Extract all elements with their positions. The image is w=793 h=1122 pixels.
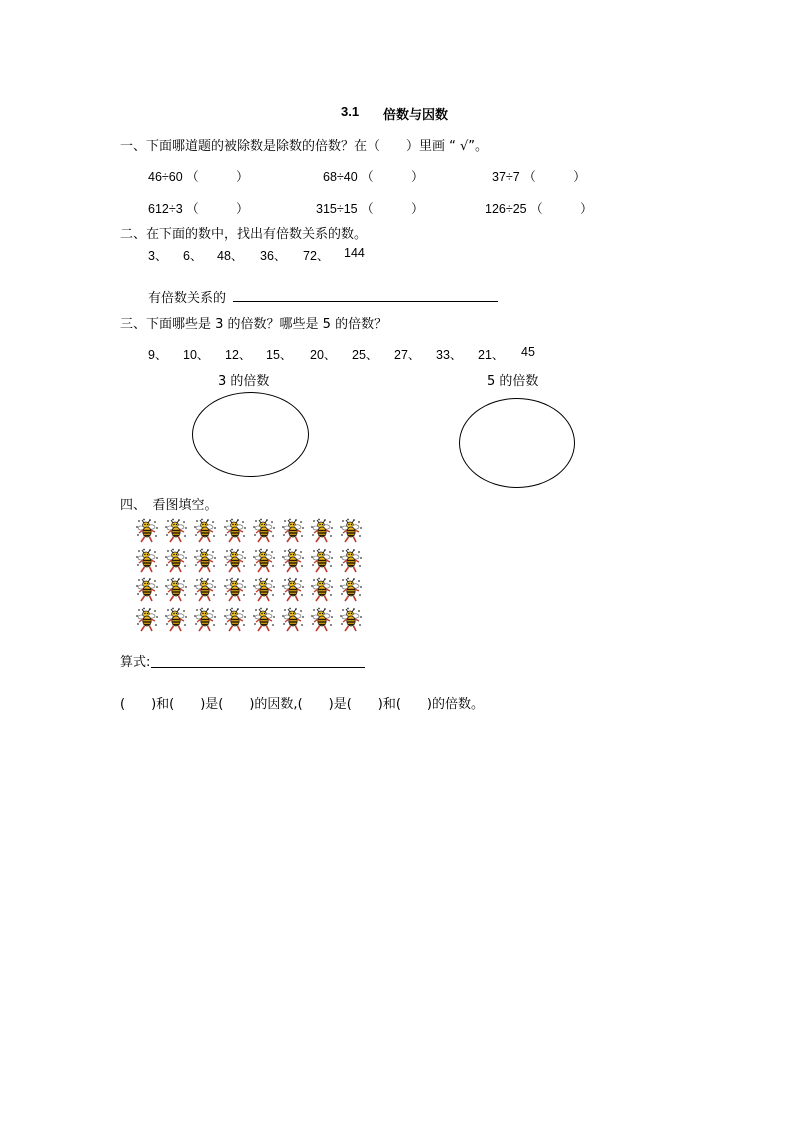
bee-icon (135, 607, 159, 633)
q3-number: 10、 (183, 348, 210, 362)
bee-icon (252, 518, 276, 544)
bee-icon (193, 518, 217, 544)
multiples-of-5-circle[interactable] (459, 398, 575, 488)
bee-icon (164, 518, 188, 544)
q1-item: 46÷60 （ ） (148, 170, 249, 184)
q2-answer-line[interactable] (233, 301, 498, 302)
q3-number: 45 (521, 345, 535, 359)
bee-icon (193, 577, 217, 603)
q1-item: 126÷25 （ ） (485, 202, 593, 216)
bee-icon (223, 577, 247, 603)
bee-icon (135, 548, 159, 574)
bee-icon (223, 518, 247, 544)
bee-icon (164, 548, 188, 574)
q3-number: 27、 (394, 348, 421, 362)
formula-label: 算式: (120, 655, 151, 670)
multiples-of-5-label: 5 的倍数 (487, 374, 539, 389)
multiples-of-3-label: 3 的倍数 (218, 374, 270, 389)
q3-number: 25、 (352, 348, 379, 362)
bee-icon (310, 607, 334, 633)
q1-heading: 一、下面哪道题的被除数是除数的倍数？在（ ）里画 “ √”。 (120, 139, 489, 154)
q2-number: 48、 (217, 249, 244, 263)
bee-icon (281, 577, 305, 603)
bee-icon (223, 548, 247, 574)
q3-heading: 三、下面哪些是 3 的倍数？哪些是 5 的倍数？ (120, 317, 388, 332)
q1-item: 37÷7 （ ） (492, 170, 586, 184)
bee-icon (164, 577, 188, 603)
q4-heading: 四、 看图填空。 (120, 498, 218, 513)
bee-icon (252, 548, 276, 574)
q1-item: 612÷3 （ ） (148, 202, 249, 216)
bee-icon (193, 548, 217, 574)
q3-number: 21、 (478, 348, 505, 362)
q1-item: 68÷40 （ ） (323, 170, 424, 184)
bee-icon (281, 548, 305, 574)
q2-heading: 二、在下面的数中，找出有倍数关系的数。 (120, 227, 368, 242)
bee-icon (339, 518, 363, 544)
q2-number: 144 (344, 246, 365, 260)
q2-number: 3、 (148, 249, 168, 263)
bee-icon (281, 607, 305, 633)
bee-icon (135, 577, 159, 603)
q3-number: 9、 (148, 348, 168, 362)
bee-icon (223, 607, 247, 633)
formula-answer-line[interactable] (151, 667, 365, 668)
q3-number: 33、 (436, 348, 463, 362)
q3-number: 20、 (310, 348, 337, 362)
q2-number: 36、 (260, 249, 287, 263)
bee-icon (310, 548, 334, 574)
bee-icon (252, 607, 276, 633)
q3-number: 15、 (266, 348, 293, 362)
page-title: 倍数与因数 (383, 107, 449, 122)
bee-icon (310, 518, 334, 544)
bee-icon (310, 577, 334, 603)
section-number: 3.1 (341, 104, 360, 119)
bee-icon (339, 548, 363, 574)
bee-icon (339, 607, 363, 633)
bee-icon (193, 607, 217, 633)
q1-item: 315÷15 （ ） (316, 202, 424, 216)
bee-icon (281, 518, 305, 544)
bee-icon (135, 518, 159, 544)
fill-in-sentence: ( )和( )是( )的因数,( )是( )和( )的倍数。 (120, 697, 484, 712)
q2-number: 72、 (303, 249, 330, 263)
q3-number: 12、 (225, 348, 252, 362)
bee-icon (164, 607, 188, 633)
q2-answer-label: 有倍数关系的 (148, 291, 227, 306)
bee-icon (339, 577, 363, 603)
bee-icon (252, 577, 276, 603)
multiples-of-3-circle[interactable] (192, 392, 309, 477)
q2-number: 6、 (183, 249, 203, 263)
bee-picture-grid (133, 518, 365, 636)
